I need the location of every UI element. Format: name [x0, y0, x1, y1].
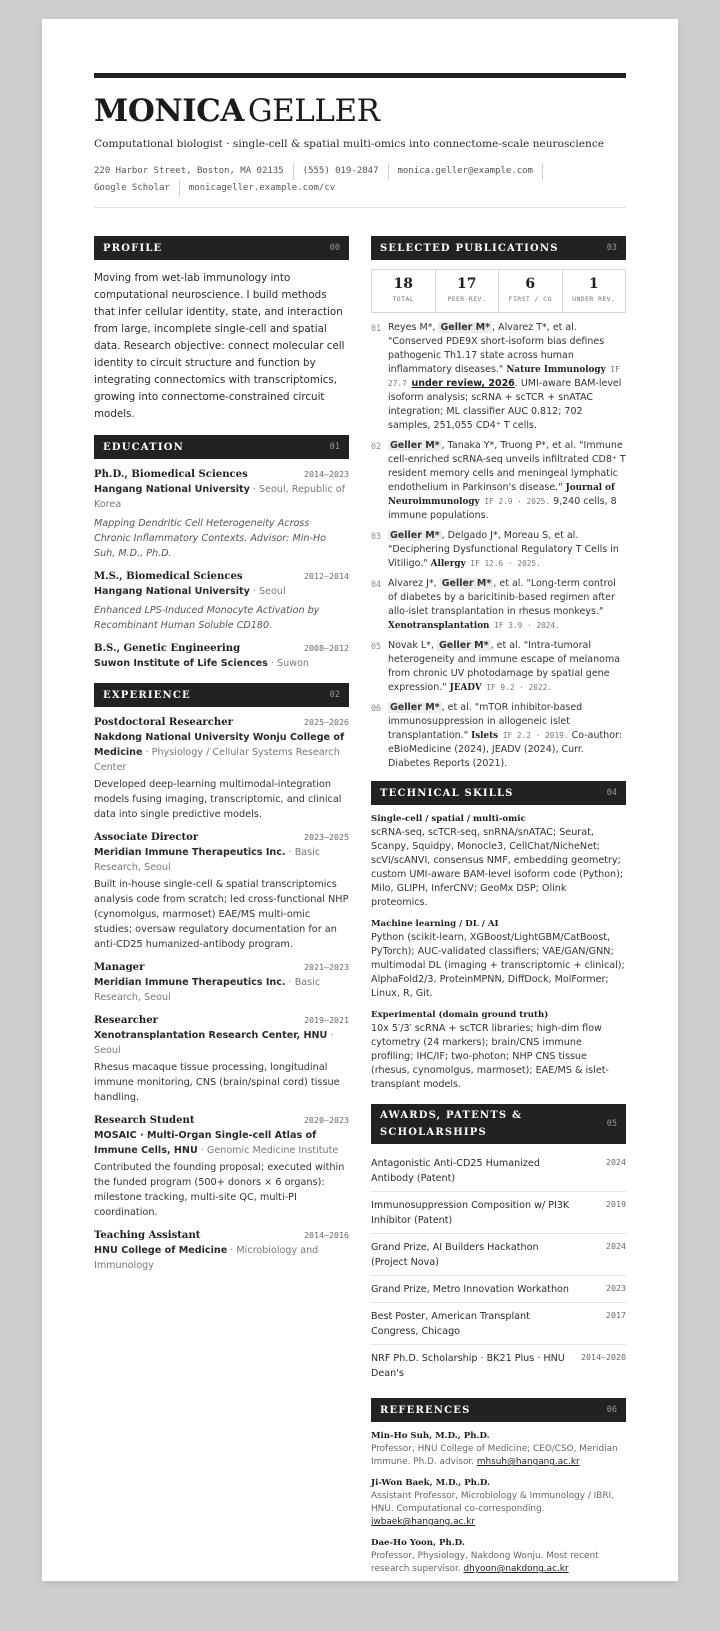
citation-text: , Alvarez T*, et al. "Conserved PDE9X short-isoform bias defines pathogenic Th1.17 state across human inflammatory diseases.": [388, 322, 605, 375]
section-number: 03: [606, 243, 617, 253]
co-authors-before: Novak L*,: [388, 640, 437, 651]
reference-item: [371, 1538, 626, 1576]
section-number: 02: [329, 690, 340, 700]
reference-item: [371, 1431, 626, 1469]
section-number: 05: [606, 1119, 617, 1129]
citation-text: , et al. "mTOR inhibitor-based immunosuppression in allogeneic islet transplantation.": [388, 702, 583, 741]
organization-name: Nakdong National University Wonju College of Medicine: [94, 732, 345, 758]
left-column: [94, 236, 349, 1273]
reference-role: Professor, HNU College of Medicine; CEO/CSO, Meridian Immune. Ph.D. advisor.: [371, 1444, 618, 1467]
contact-list: [94, 163, 564, 197]
entry-dates: 2025–2026: [304, 717, 349, 727]
section-title: AWARDS, PATENTS & SCHOLARSHIPS: [380, 1110, 523, 1138]
entry-dates: 2008–2012: [304, 643, 349, 653]
publication-number: 03: [371, 531, 382, 541]
role-title: Researcher: [94, 1015, 158, 1026]
role-title: Associate Director: [94, 832, 199, 843]
reference-role: Assistant Professor, Microbiology & Immunology / IBRI, HNU. Computational co-corresponding.: [371, 1491, 614, 1514]
publication-item: [371, 577, 626, 633]
award-item: [371, 1276, 626, 1303]
award-year: 2014–2020: [581, 1352, 626, 1362]
school: [94, 482, 349, 512]
stat-value: 6: [525, 276, 536, 292]
award-item: [371, 1234, 626, 1276]
award-year: 2023: [606, 1283, 626, 1293]
section-header-publications: [371, 236, 626, 260]
highlighted-author: Geller M*: [390, 702, 440, 713]
entry-dates: 2021–2023: [304, 962, 349, 972]
organization-name: Xenotransplantation Research Center, HNU: [94, 1030, 328, 1041]
impact-factor-year: IF 2.9 · 2025.: [479, 497, 551, 506]
journal-name: Xenotransplantation: [388, 621, 490, 631]
entry-header: [94, 1015, 349, 1026]
experience-entry: [94, 1230, 349, 1273]
publication-list: [371, 321, 626, 771]
experience-entry: [94, 717, 349, 822]
publication-item: [371, 321, 626, 433]
stat-cell: [436, 270, 500, 312]
skill-heading: Experimental (domain ground truth): [371, 1010, 549, 1020]
section-title: TECHNICAL SKILLS: [380, 787, 514, 799]
journal-name: Islets: [471, 731, 499, 741]
full-name: [94, 92, 626, 130]
reference-role: Professor, Physiology, Nakdong Wonju. Most recent research supervisor.: [371, 1551, 599, 1574]
entry-header: [94, 962, 349, 973]
organization-unit: · Physiology / Cellular Systems Research Center: [94, 747, 340, 773]
publication-citation: [388, 639, 626, 695]
stat-value: 18: [393, 276, 413, 292]
awards-list: [371, 1150, 626, 1386]
publication-notes: 9,240 cells, 8 immune populations.: [388, 496, 617, 521]
experience-entry: [94, 832, 349, 952]
section-header-experience: [94, 683, 349, 707]
publication-item: [371, 439, 626, 523]
publication-item: [371, 701, 626, 771]
stat-label: TOTAL: [392, 295, 415, 303]
entry-dates: 2020–2023: [304, 1115, 349, 1125]
publication-number: 05: [371, 641, 382, 651]
stat-label: PEER-REV.: [447, 295, 487, 303]
organization-name: Meridian Immune Therapeutics Inc.: [94, 847, 286, 858]
entry-header: [94, 643, 349, 654]
organization: [94, 845, 349, 875]
school: [94, 656, 349, 671]
education-list: [94, 469, 349, 671]
school-location: · Seoul: [249, 586, 286, 597]
publication-number: 06: [371, 703, 382, 713]
reference-name: Ji-Won Baek, M.D., Ph.D.: [371, 1478, 491, 1488]
school-name: Suwon Institute of Life Sciences: [94, 658, 268, 669]
stat-label: UNDER REV.: [572, 295, 616, 303]
impact-factor-year: IF 9.2 · 2022.: [481, 683, 553, 692]
school: [94, 584, 349, 599]
section-title: PROFILE: [103, 242, 163, 254]
address: 220 Harbor Street, Boston, MA 02135: [94, 163, 294, 180]
reference-description: [371, 1550, 626, 1576]
organization-unit: · Genomic Medicine Institute: [197, 1145, 339, 1156]
section-title: REFERENCES: [380, 1404, 471, 1416]
award-item: [371, 1150, 626, 1192]
award-year: 2017: [606, 1310, 626, 1320]
impact-factor-year: IF 27.7: [388, 365, 620, 388]
impact-factor-year: IF 2.2 · 2019.: [498, 731, 569, 740]
organization: [94, 1243, 349, 1273]
award-year: 2019: [606, 1199, 626, 1209]
award-title: Grand Prize, Metro Innovation Workathon: [371, 1284, 569, 1295]
organization-unit: · Basic Research, Seoul: [94, 977, 321, 1003]
section-header-awards: [371, 1104, 626, 1144]
journal-name: Allergy: [430, 559, 466, 569]
website-link[interactable]: monicageller.example.com/cv: [188, 183, 336, 193]
citation-text: , Delgado J*, Moreau S, et al. "Deciphering Dysfunctional Regulatory T Cells in Vitiligo.": [388, 530, 619, 569]
publication-citation: [388, 439, 626, 523]
role-title: Manager: [94, 962, 145, 973]
reference-name: Dae-Ho Yoon, Ph.D.: [371, 1538, 465, 1548]
award-item: [371, 1303, 626, 1345]
entry-header: [94, 717, 349, 728]
citation-text: , et al. "Long-term control of diabetes by a baricitinib-based regimen after allo-islet transplantation in rhesus monkeys.": [388, 578, 616, 617]
impact-factor-year: IF 12.6 · 2025.: [465, 559, 541, 568]
last-name: GELLER: [247, 93, 380, 129]
section-title: SELECTED PUBLICATIONS: [380, 242, 559, 254]
role-title: Teaching Assistant: [94, 1230, 201, 1241]
skill-group: [371, 1010, 626, 1092]
award-title: Best Poster, American Transplant Congress, Chicago: [371, 1311, 530, 1337]
phone: (555) 019-2847: [303, 163, 389, 180]
stat-cell: [372, 270, 436, 312]
skill-body: 10x 5′/3′ scRNA + scTCR libraries; high-dim flow cytometry (24 markers); brain/CNS immune profiling; IHC/IF; two-photon; NHP CNS tissue (rhesus, cynomolgus, marmoset); EAE/MS & islet-transplant models.: [371, 1023, 609, 1090]
role-title: Research Student: [94, 1115, 195, 1126]
organization-unit: · Basic Research, Seoul: [94, 847, 321, 873]
organization: [94, 1028, 349, 1058]
highlighted-author: Geller M*: [438, 640, 489, 651]
degree-title: M.S., Biomedical Sciences: [94, 571, 243, 582]
section-number: 06: [606, 1405, 617, 1415]
organization: [94, 975, 349, 1005]
organization-unit: · Microbiology and Immunology: [94, 1245, 319, 1271]
award-item: [371, 1192, 626, 1234]
thesis: Enhanced LPS-Induced Monocyte Activation by Recombinant Human Soluble CD180.: [94, 605, 320, 631]
section-title: EDUCATION: [103, 441, 184, 453]
section-number: 00: [329, 243, 340, 253]
stat-value: 1: [588, 276, 599, 292]
thesis: Mapping Dendritic Cell Heterogeneity Across Chronic Inflammatory Contexts. Advisor: Min-Ho Suh, M.D., Ph.D.: [94, 518, 327, 559]
skill-group: [371, 919, 626, 1001]
header-divider: [94, 207, 626, 208]
award-title: Grand Prize, AI Builders Hackathon (Project Nova): [371, 1242, 539, 1268]
citation-text: , et al. "Intra-tumoral heterogeneity and immune escape of melanoma from chronic UV photodamage by spatial gene expression.": [388, 640, 621, 693]
role-description: Developed deep-learning multimodal-integration models fusing imaging, transcriptomic, and clinical data into single predictive models.: [94, 779, 342, 820]
school-name: Hangang National University: [94, 586, 250, 597]
section-header-skills: [371, 781, 626, 805]
reference-email-link[interactable]: jwbaek@hangang.ac.kr: [371, 1517, 476, 1527]
organization: [94, 1128, 349, 1158]
section-number: 01: [329, 442, 340, 452]
resume-page: [42, 19, 678, 1581]
publication-citation: [388, 529, 626, 571]
publication-citation: [388, 701, 626, 771]
section-number: 04: [606, 788, 617, 798]
reference-name: Min-Ho Suh, M.D., Ph.D.: [371, 1431, 490, 1441]
reference-description: [371, 1490, 626, 1529]
skill-body: scRNA-seq, scTCR-seq, snRNA/snATAC; Seurat, Scanpy, Squidpy, Monocle3, CellChat/NicheNet; scVI/scANVI, consensus NMF, embedding geometry; custom UMI-aware BAM-level isoform code (Python); Milo, GLIPH, InferCNV; GeoMx DSP; Olink proteomics.: [371, 827, 624, 908]
review-status: under review, 2026: [411, 378, 515, 389]
entry-header: [94, 1115, 349, 1126]
section-header-profile: [94, 236, 349, 260]
role-description: Contributed the founding proposal; executed within the funded program (500+ donors × 6 organs): milestone tracking, multi-site QC, multi-PI coordination.: [94, 1162, 345, 1218]
publication-citation: [388, 577, 626, 633]
award-year: 2024: [606, 1157, 626, 1167]
education-entry: [94, 469, 349, 561]
entry-dates: 2019–2021: [304, 1015, 349, 1025]
stat-cell: [563, 270, 626, 312]
school-name: Hangang National University: [94, 484, 250, 495]
school-location: · Seoul, Republic of Korea: [94, 484, 346, 510]
organization: [94, 730, 349, 775]
stat-value: 17: [457, 276, 477, 292]
co-authors-before: Alvarez J*,: [388, 578, 440, 589]
co-authors-before: Reyes M*,: [388, 322, 439, 333]
degree-title: B.S., Genetic Engineering: [94, 643, 241, 654]
publication-citation: [388, 321, 626, 433]
experience-entry: [94, 962, 349, 1005]
google-scholar-link[interactable]: Google Scholar: [94, 180, 180, 197]
skill-group: [371, 814, 626, 910]
reference-email-link[interactable]: mhsuh@hangang.ac.kr: [476, 1457, 580, 1467]
skill-body: Python (scikit-learn, XGBoost/LightGBM/CatBoost, PyTorch); AUC-validated classifiers; VAE/GAN/GNN; multimodal DL (imaging + transcriptomic + clinical); AlphaFold2/3, ProteinMPNN, DiffDock, MolFormer; Linux, R, Git.: [371, 932, 625, 999]
section-header-education: [94, 435, 349, 459]
organization-name: HNU College of Medicine: [94, 1245, 228, 1256]
skills-list: [371, 814, 626, 1092]
education-entry: [94, 643, 349, 671]
highlighted-author: Geller M*: [390, 530, 440, 541]
highlighted-author: Geller M*: [441, 578, 492, 589]
entry-header: [94, 469, 349, 480]
highlighted-author: Geller M*: [390, 440, 440, 451]
citation-text: , Tanaka Y*, Truong P*, et al. "Immune cell-enriched scRNA-seq unveils infiltrated CD8⁺ T resident memory cells and meningeal lymphatic endothelium in Parkinson's disease.": [388, 440, 626, 493]
experience-entry: [94, 1115, 349, 1220]
school-location: · Suwon: [267, 658, 309, 669]
publication-notes: Co-author: eBioMedicine (2024), JEADV (2024), Curr. Diabetes Reports (2021).: [388, 730, 622, 769]
organization-name: MOSAIC · Multi-Organ Single-cell Atlas of Immune Cells, HNU: [94, 1130, 317, 1156]
section-title: EXPERIENCE: [103, 689, 191, 701]
degree-title: Ph.D., Biomedical Sciences: [94, 469, 248, 480]
journal-name: JEADV: [449, 683, 482, 693]
publication-item: [371, 639, 626, 695]
experience-entry: [94, 1015, 349, 1105]
entry-header: [94, 832, 349, 843]
skill-heading: Machine learning / DL / AI: [371, 919, 499, 929]
entry-dates: 2014–2016: [304, 1230, 349, 1240]
role-title: Postdoctoral Researcher: [94, 717, 233, 728]
journal-name: Nature Immunology: [506, 365, 606, 375]
reference-description: [371, 1443, 626, 1469]
organization-unit: · Seoul: [94, 1030, 334, 1056]
publication-number: 01: [371, 323, 382, 333]
award-year: 2024: [606, 1241, 626, 1251]
organization-name: Meridian Immune Therapeutics Inc.: [94, 977, 286, 988]
publication-stats: [371, 269, 626, 313]
impact-factor-year: IF 3.9 · 2024.: [489, 621, 560, 630]
award-item: [371, 1345, 626, 1386]
stat-label: FIRST / CO: [508, 295, 552, 303]
right-column: [371, 236, 626, 1576]
resume-content: [94, 73, 626, 1574]
education-entry: [94, 571, 349, 633]
reference-item: [371, 1478, 626, 1529]
award-title: NRF Ph.D. Scholarship · BK21 Plus · HNU Dean's: [371, 1353, 565, 1379]
references-list: [371, 1431, 626, 1576]
email-link[interactable]: monica.geller@example.com: [398, 163, 543, 180]
role-description: Rhesus macaque tissue processing, longitudinal immune monitoring, CNS (brain/spinal cord) tissue handling.: [94, 1062, 340, 1103]
first-name: MONICA: [94, 93, 244, 129]
reference-email-link[interactable]: dhyoon@nakdong.ac.kr: [463, 1564, 569, 1574]
entry-dates: 2023–2025: [304, 832, 349, 842]
top-rule: [94, 73, 626, 78]
entry-header: [94, 571, 349, 582]
highlighted-author: Geller M*: [440, 322, 491, 333]
skill-heading: Single-cell / spatial / multi-omic: [371, 814, 526, 824]
tagline: Computational biologist · single-cell & spatial multi-omics into connectome-scale neuroscience: [94, 138, 605, 150]
entry-dates: 2012–2014: [304, 571, 349, 581]
profile-text: Moving from wet-lab immunology into computational neuroscience. I build methods that infer cellular identity, state, and interaction from large, incomplete single-cell and spatial data. Research objective: connect molecular cell identity to circuit structure and function by integrating connectomics with transcriptomics, growing into connectome-constrained circuit models.: [94, 272, 345, 420]
publication-number: 02: [371, 441, 382, 451]
publication-number: 04: [371, 579, 382, 589]
award-title: Immunosuppression Composition w/ PI3K Inhibitor (Patent): [371, 1200, 570, 1226]
publication-item: [371, 529, 626, 571]
experience-list: [94, 717, 349, 1273]
entry-dates: 2014–2023: [304, 469, 349, 479]
stat-cell: [499, 270, 563, 312]
entry-header: [94, 1230, 349, 1241]
role-description: Built in-house single-cell & spatial transcriptomics analysis code from scratch; led cross-functional NHP (cynomolgus, marmoset) EAE/MS multi-omic studies; oversaw regulatory documentation for an anti-CD25 humanized-antibody program.: [94, 879, 349, 950]
publication-notes: . UMI-aware BAM-level isoform analysis; scRNA + scTCR + snATAC integration; ML classifier AUC 0.812; 702 samples, 251,055 CD4⁺ T cells.: [388, 378, 622, 431]
section-header-references: [371, 1398, 626, 1422]
journal-name: Journal of Neuroimmunology: [388, 483, 615, 507]
award-title: Antagonistic Anti-CD25 Humanized Antibody (Patent): [371, 1158, 540, 1184]
